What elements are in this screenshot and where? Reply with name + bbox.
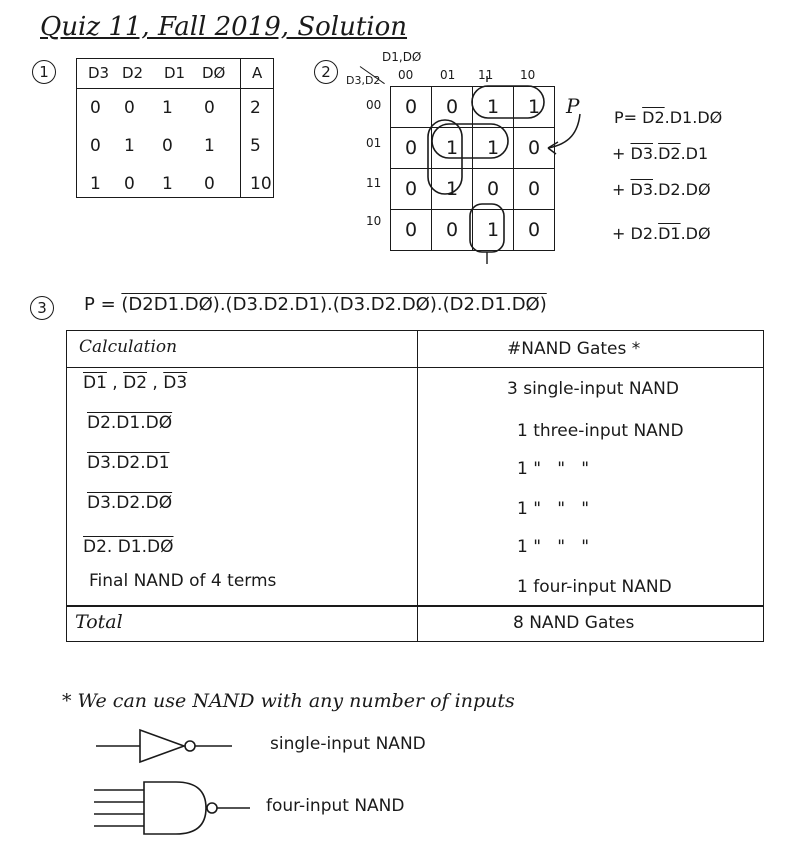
- total-value: 8 NAND Gates: [513, 613, 635, 633]
- group-wrap-pair: [470, 204, 504, 252]
- eq-line-2: + D3.D2.D1: [612, 144, 709, 163]
- tt-header-d2: D2: [122, 64, 144, 82]
- gates-row-2: 1 three-input NAND: [517, 421, 684, 441]
- tt-cell: 0: [90, 98, 101, 118]
- kmap-row-var: D3,D2: [346, 74, 381, 87]
- kmap-cell: 0: [514, 169, 555, 210]
- calc-row-5: D2. D1.DØ: [83, 537, 174, 557]
- tt-cell: 1: [204, 136, 215, 156]
- tt-header-a: A: [252, 64, 263, 82]
- tt-header-d1: D1: [164, 64, 186, 82]
- kmap-groupings: [380, 76, 580, 266]
- tt-header-d0: DØ: [202, 64, 226, 82]
- col-header-gates: #NAND Gates *: [507, 339, 641, 359]
- kmap-cell: 1: [473, 128, 514, 169]
- question-2-marker: 2: [314, 60, 338, 84]
- tt-cell: 0: [124, 174, 135, 194]
- calc-row-6: Final NAND of 4 terms: [89, 571, 277, 591]
- kmap-cell: 1: [432, 128, 473, 169]
- kmap-cell: 0: [391, 87, 432, 128]
- kmap-row-11: 11: [366, 176, 382, 190]
- kmap-row-00: 00: [366, 98, 382, 112]
- calc-row-2: D2.D1.DØ: [87, 413, 173, 433]
- arrow-icon: [540, 108, 590, 158]
- nand-expression: P = (D2D1.DØ).(D3.D2.D1).(D3.D2.DØ).(D2.D1.DØ): [84, 294, 547, 315]
- eq-line-3: + D3.D2.DØ: [612, 180, 711, 199]
- tt-cell: 0: [90, 136, 101, 156]
- kmap-cell: 0: [473, 169, 514, 210]
- single-input-label: single-input NAND: [270, 734, 426, 754]
- kmap-cell: 0: [432, 210, 473, 251]
- tt-cell: 10: [250, 174, 272, 194]
- kmap-col-01: 01: [440, 68, 456, 82]
- tt-cell: 1: [90, 174, 101, 194]
- tt-cell: 0: [162, 136, 173, 156]
- tt-header-d3: D3: [88, 64, 110, 82]
- kmap-cell: 1: [514, 87, 555, 128]
- gates-row-3: 1 " " ": [517, 459, 590, 479]
- col-header-calculation: Calculation: [79, 337, 178, 357]
- single-input-nand-symbol: [96, 726, 236, 766]
- kmap-cell: 0: [514, 210, 555, 251]
- kmap-cell: 0: [391, 210, 432, 251]
- tt-cell: 2: [250, 98, 261, 118]
- kmap-cell: 0: [391, 169, 432, 210]
- four-input-nand-symbol: [94, 778, 254, 838]
- kmap-cell: 1: [473, 87, 514, 128]
- footnote: * We can use NAND with any number of inputs: [62, 690, 515, 712]
- tt-cell: 1: [162, 174, 173, 194]
- kmap-row-10: 10: [366, 214, 382, 228]
- nand-count-table: [66, 330, 764, 642]
- tt-cell: 0: [124, 98, 135, 118]
- gates-row-4: 1 " " ": [517, 499, 590, 519]
- kmap-col-11: 11: [478, 68, 494, 82]
- kmap-cell: 1: [473, 210, 514, 251]
- calc-row-3: D3.D2.D1: [87, 453, 170, 473]
- kmap-col-00: 00: [398, 68, 414, 82]
- kmap-cell: 1: [432, 169, 473, 210]
- question-1-marker: 1: [32, 60, 56, 84]
- kmap-cell: 0: [432, 87, 473, 128]
- tt-cell: 1: [162, 98, 173, 118]
- group-middle-pair: [432, 124, 508, 158]
- tt-cell: 0: [204, 98, 215, 118]
- gates-row-6: 1 four-input NAND: [517, 577, 672, 597]
- eq-line-1: P= D2.D1.DØ: [614, 108, 723, 127]
- page-title: Quiz 11, Fall 2019, Solution: [40, 12, 408, 42]
- kmap-cell: 0: [391, 128, 432, 169]
- tt-cell: 5: [250, 136, 261, 156]
- tt-cell: 0: [204, 174, 215, 194]
- four-input-label: four-input NAND: [266, 796, 405, 816]
- gates-row-1: 3 single-input NAND: [507, 379, 679, 399]
- p-label: P: [566, 94, 580, 118]
- kmap-row-01: 01: [366, 136, 382, 150]
- question-3-marker: 3: [30, 296, 54, 320]
- calc-row-4: D3.D2.DØ: [87, 493, 173, 513]
- kmap-cell: 0: [514, 128, 555, 169]
- kmap-col-10: 10: [520, 68, 536, 82]
- total-label: Total: [75, 611, 123, 633]
- calc-row-1: D1 , D2 , D3: [83, 373, 188, 393]
- kmap-col-var: D1,DØ: [382, 50, 422, 64]
- eq-line-4: + D2.D1.DØ: [612, 224, 711, 243]
- gates-row-5: 1 " " ": [517, 537, 590, 557]
- tt-cell: 1: [124, 136, 135, 156]
- group-top-pair: [472, 86, 544, 118]
